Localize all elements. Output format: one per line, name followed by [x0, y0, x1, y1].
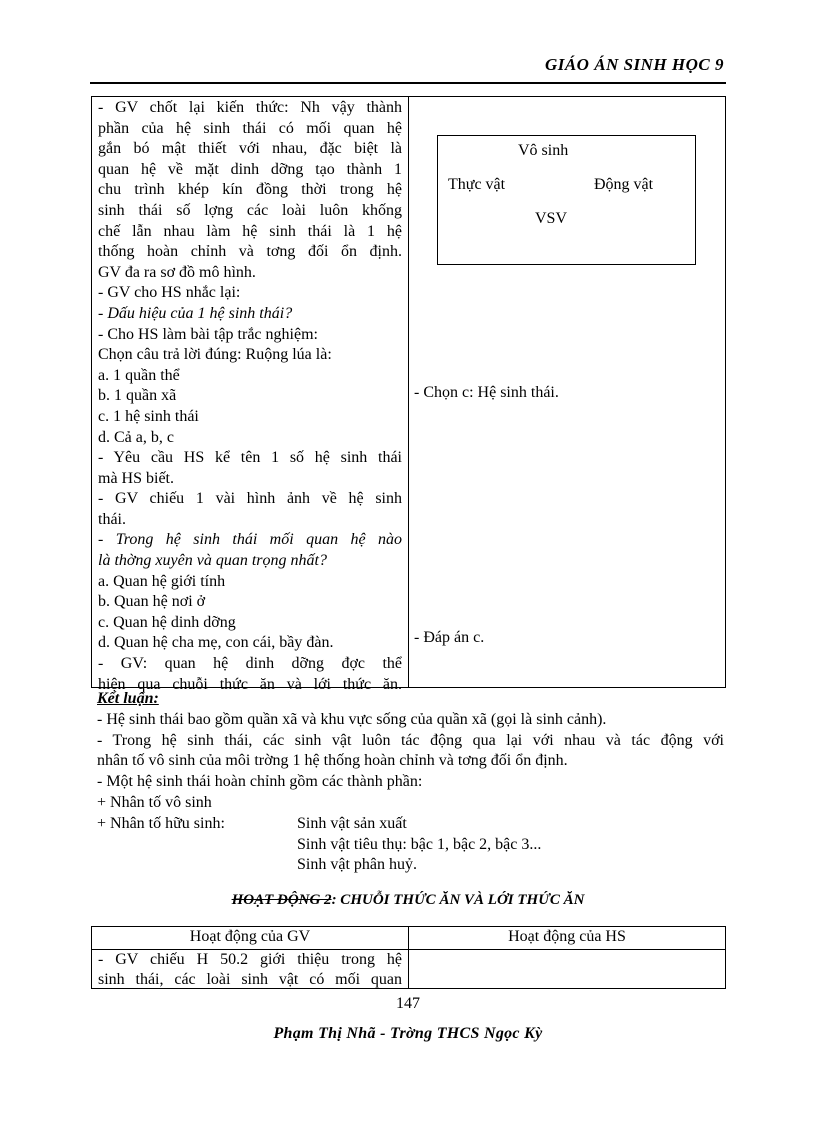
- diagram-label-abiotic: Vô sinh: [518, 142, 569, 159]
- component-item: Sinh vật sản xuất: [297, 814, 407, 832]
- student-answer-1: - Chọn c: Hệ sinh thái.: [414, 384, 559, 401]
- conclusion-line: - Trong hệ sinh thái, các sinh vật luôn tác động qua lại với nhau và tác động với: [97, 731, 724, 749]
- diagram-label-microorganisms: VSV: [535, 210, 568, 227]
- activity-table: [91, 926, 726, 989]
- text-line: gắn bó mật thiết với nhau, đặc biệt là: [98, 140, 402, 158]
- question-line: là thờng xuyên và quan trọng nhất?: [98, 552, 327, 570]
- text-line: - GV chiếu H 50.2 giới thiệu trong hệ: [98, 951, 402, 968]
- conclusion-row: [97, 814, 724, 835]
- conclusion-line: nhân tố vô sinh của môi trờng 1 hệ thống hoàn chỉnh và tơng đối ổn định.: [97, 752, 568, 770]
- conclusion-row: [97, 855, 724, 876]
- conclusion-section: [97, 689, 724, 876]
- option-line: a. Quan hệ giới tính: [98, 572, 226, 590]
- text-line: hiện qua chuỗi thức ăn và lới thức ăn.: [98, 675, 402, 693]
- page-number: 147: [396, 995, 420, 1012]
- text-line: sinh thái số lợng các loài luôn khống: [98, 201, 402, 219]
- activity-heading: [0, 892, 816, 909]
- option-line: d. Cả a, b, c: [98, 428, 174, 446]
- text-line: mà HS biết.: [98, 469, 174, 487]
- text-line: thái.: [98, 510, 126, 528]
- student-answer-2: - Đáp án c.: [414, 629, 485, 646]
- header-hs: Hoạt động của HS: [508, 928, 626, 945]
- text-line: chu trình khép kín đồng thời trong hệ: [98, 181, 402, 199]
- conclusion-line: + Nhân tố hữu sinh:: [97, 814, 225, 832]
- text-line: - GV chiếu 1 vài hình ảnh về hệ sinh: [98, 490, 402, 508]
- header-title: GIÁO ÁN SINH HỌC 9: [544, 55, 724, 74]
- text-line: GV đa ra sơ đồ mô hình.: [98, 263, 256, 281]
- option-line: d. Quan hệ cha mẹ, con cái, bầy đàn.: [98, 634, 334, 652]
- text-line: Chọn câu trả lời đúng: Ruộng lúa là:: [98, 346, 332, 364]
- question-line: - Trong hệ sinh thái mối quan hệ nào: [98, 531, 402, 549]
- text-line: sinh thái, các loài sinh vật có mối quan: [98, 971, 402, 988]
- lesson-table: [91, 96, 726, 693]
- question-line: - Dấu hiệu của 1 hệ sinh thái?: [98, 304, 293, 322]
- component-item: Sinh vật phân huỷ.: [297, 856, 417, 874]
- conclusion-line: - Một hệ sinh thái hoàn chỉnh gồm các thành phần:: [97, 773, 423, 791]
- diagram-label-animals: Động vật: [594, 176, 654, 193]
- column-divider: [408, 97, 409, 687]
- option-line: b. Quan hệ nơi ở: [98, 593, 206, 611]
- teacher-activity-column: [98, 950, 402, 990]
- text-line: quan hệ về mặt dinh dỡng tạo thành 1: [98, 160, 402, 178]
- conclusion-line: + Nhân tố vô sinh: [97, 793, 212, 811]
- text-line: phần của hệ sinh thái có mối quan hệ: [98, 119, 402, 137]
- text-line: chế lẫn nhau làm hệ sinh thái là 1 hệ: [98, 222, 402, 240]
- option-line: c. 1 hệ sinh thái: [98, 407, 199, 425]
- component-item: Sinh vật tiêu thụ: bậc 1, bậc 2, bậc 3...: [297, 835, 542, 853]
- text-line: - Yêu cầu HS kể tên 1 số hệ sinh thái: [98, 449, 402, 467]
- conclusion-title: Kết luận:: [97, 690, 159, 707]
- activity-title: : CHUỖI THỨC ĂN VÀ LỚI THỨC ĂN: [331, 892, 585, 908]
- diagram-label-plants: Thực vật: [448, 176, 506, 193]
- footer-author: Phạm Thị Nhã - Trờng THCS Ngọc Kỳ: [273, 1025, 543, 1042]
- header-gv: Hoạt động của GV: [189, 928, 311, 945]
- activity-label: HOẠT ĐỘNG 2: [231, 892, 332, 908]
- text-line: - GV: quan hệ dinh dỡng đợc thể: [98, 655, 402, 673]
- option-line: a. 1 quần thể: [98, 366, 180, 384]
- text-line: - GV chốt lại kiến thức: Nh vậy thành: [98, 99, 402, 116]
- option-line: b. 1 quần xã: [98, 387, 177, 405]
- header-rule: [90, 82, 726, 84]
- text-line: thống hoàn chỉnh và tơng đối ổn định.: [98, 243, 402, 261]
- ecosystem-diagram: [437, 135, 696, 265]
- conclusion-line: - Hệ sinh thái bao gồm quần xã và khu vực sống của quần xã (gọi là sinh cảnh).: [97, 710, 607, 728]
- text-line: - Cho HS làm bài tập trắc nghiệm:: [98, 325, 318, 343]
- conclusion-row: [97, 835, 724, 856]
- text-line: - GV cho HS nhắc lại:: [98, 284, 241, 302]
- option-line: c. Quan hệ dinh dỡng: [98, 613, 236, 631]
- teacher-activity-column: [98, 98, 402, 695]
